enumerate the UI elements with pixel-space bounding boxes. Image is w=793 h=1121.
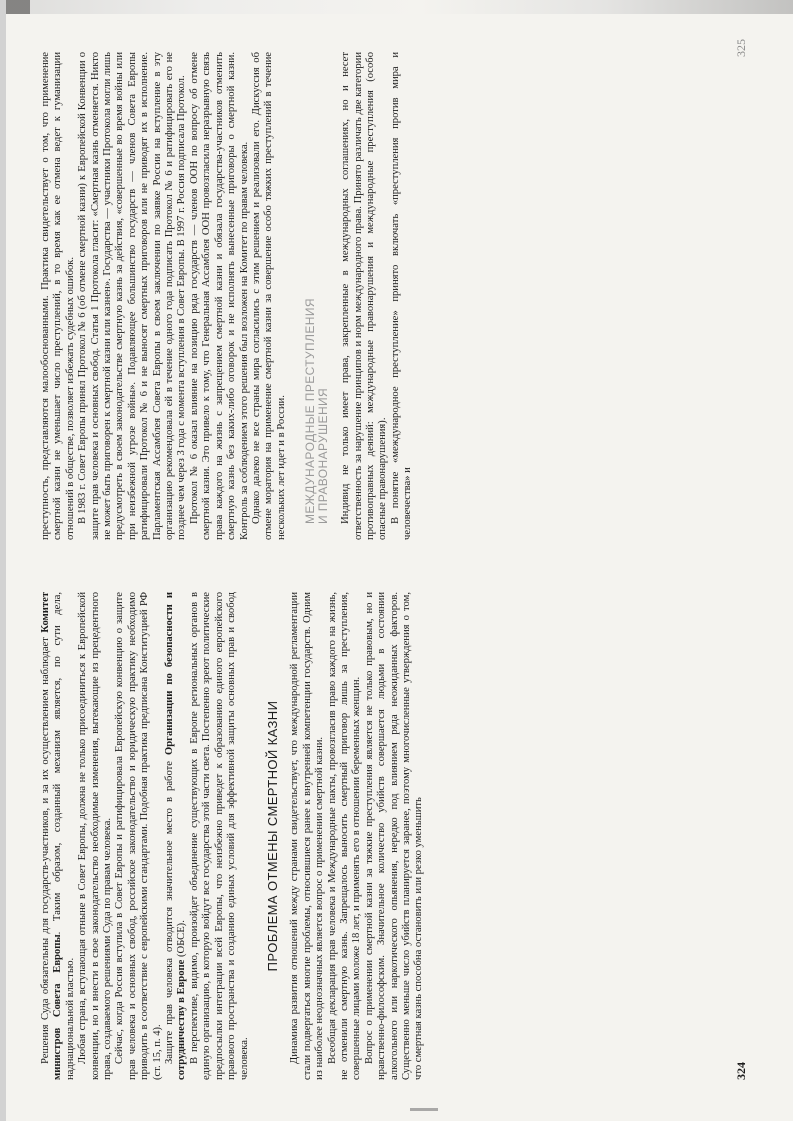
- text: Защите прав человека отводится значительное место в работе: [164, 761, 176, 1064]
- text: (ОБСЕ).: [176, 920, 188, 960]
- rotated-book-spread: [40, 39, 753, 1080]
- heading-line: МЕЖДУНАРОДНЫЕ ПРЕСТУПЛЕНИЯ: [303, 298, 318, 524]
- paragraph: В 1983 г. Совет Европы принял Протокол № 6 (об отмене смертной казни) к Европейской Конвенции о защите прав человека и основных свобод. Статья 1 Протокола гласит: «Смертная казнь отменяется. Никто не может быть приговорен к смертной казни или казнен». Государства — участники Протокола могли лишь предусмотреть в своем законодательстве смертную казнь за действия, «совершенные во время войны или при неизбежной угрозе войны». Подавляющее большинство государств — членов Совета Европы ратифицировали Протокол № 6 и не выносят смертных приговоров или не приводят их в исполнение. Парламентская Ассамблея Совета Европы в своем заключении по заявке России на вступление в эту организацию рекомендовала ей в течение одного года подписать Протокол № 6 и ратифицировать его не позднее чем через 3 года с момента вступления в Совет Европы. В 1997 г. Россия подписала Протокол.: [77, 52, 188, 540]
- scan-edge-left: [0, 0, 6, 1121]
- page-number-left: 324: [734, 1062, 748, 1080]
- heading-line: И ПРАВОНАРУШЕНИЯ: [316, 387, 331, 524]
- paragraph: [164, 592, 189, 1080]
- paragraph: Всеобщая декларация прав человека и Международные пакты, провозгласив право каждого на жизнь, не отменили смертную казнь. Запрещалось выносить смертный приговор лишь за преступления, совершенные лицами моложе 18 лет, и применять его в отношении беременных женщин.: [326, 592, 363, 1080]
- paragraph: Динамика развития отношений между странами свидетельствует, что международной регламентации стали подвергаться многие проблемы, относившиеся ранее к внутренней компетенции государств. Одним из наиболее неоднозначных является вопрос о применении смертной казни.: [289, 592, 326, 1080]
- section-heading: ПРОБЛЕМА ОТМЕНЫ СМЕРТНОЙ КАЗНИ: [264, 700, 280, 972]
- paragraph: Протокол № 6 оказал влияние на позицию ряда государств — членов ООН по вопросу об отмене смертной казни. Это привело к тому, что Генеральная Ассамблея ООН провозгласила неразрывную связь права каждого на жизнь с запрещением смертной казни и обязала государства-участников отменить смертную казнь без каких-либо оговорок и не исполнять вынесенные приговоры о смертной казни. Контроль за соблюдением этого решения был возложен на Комитет по правам человека.: [188, 52, 250, 540]
- paragraph: В перспективе, видимо, произойдет объединение существующих в Европе региональных органов в единую организацию, в которую войдут все государства этой части света. Постепенно зреют политические предпосылки интеграции всей Европы, что неизбежно приведет к образованию единого европейского правового пространства и созданию единых условий для эффективной защиты основных прав и свобод человека.: [188, 592, 250, 1080]
- left-column: [40, 592, 728, 1080]
- paragraph: Индивид не только имеет права, закрепленные в международных соглашениях, но и несет ответственность за нарушение принципов и норм международного права. Принято различать две категории противоправных деяний: международные правонарушения и международные преступления (особо опасные правонарушения).: [340, 52, 389, 540]
- scan-edge-top: [0, 0, 793, 14]
- paragraph: преступность, представляются малообоснованными. Практика свидетельствует о том, что применение смертной казни не уменьшает число преступлений, в то время как ее отмена ведет к гуманизации отношений в обществе, позволяет избежать судебных ошибок.: [40, 52, 76, 540]
- paragraph: [40, 592, 77, 1080]
- paragraph: Однако далеко не все страны мира согласились с этим решением и реализовали его. Дискуссия об отмене моратория на применение смертной казни за совершение особо тяжких преступлений в течение нескольких лет идет и в России.: [250, 52, 287, 540]
- scan-artifact: [410, 1108, 438, 1111]
- paragraph: Любая страна, вступающая отныне в Совет Европы, должна не только присоединиться к Европейской конвенции, но и внести в свое законодательство необходимые изменения, вытекающие из прецедентного права, создаваемого решениями Суда по правам человека.: [77, 592, 114, 1080]
- paragraph: В понятие «международное преступление» принято включать «преступления против мира и человечества» и: [389, 52, 414, 540]
- text: Решения Суда обязательны для государств-участников, и за их осуществлением наблюдает: [40, 637, 51, 1064]
- text: . Таким образом, созданный механизм является, по сути дела, наднациональной властью.: [52, 592, 76, 1080]
- paragraph: Вопрос о применении смертной казни за тяжкие преступления является не только правовым, но и нравственно-философским. Значительное количество убийств совершается людьми в состоянии алкогольного или наркотического опьянения, нередко под влиянием ряда неожиданных факторов. Существенно меньше число убийств планируется заранее, поэтому многочисленные утверждения о том, что смертная казнь способна остановить или резко уменьшить: [363, 592, 425, 1080]
- page-number-right: 325: [734, 39, 748, 57]
- bold-term: Организации по безопасности и сотрудничеству в Европе: [164, 592, 188, 1080]
- section-heading: [304, 52, 330, 524]
- right-column: [40, 52, 728, 540]
- paragraph: Сейчас, когда Россия вступила в Совет Европы и ратифицировала Европейскую конвенцию о защите прав человека и основных свобод, российское законодательство и юридическую практику необходимо приводить в соответствие с европейскими стандартами. Подобная практика предписана Конституцией РФ (ст. 15, п. 4).: [114, 592, 163, 1080]
- bold-term: Комитет министров Совета Европы: [40, 592, 64, 1080]
